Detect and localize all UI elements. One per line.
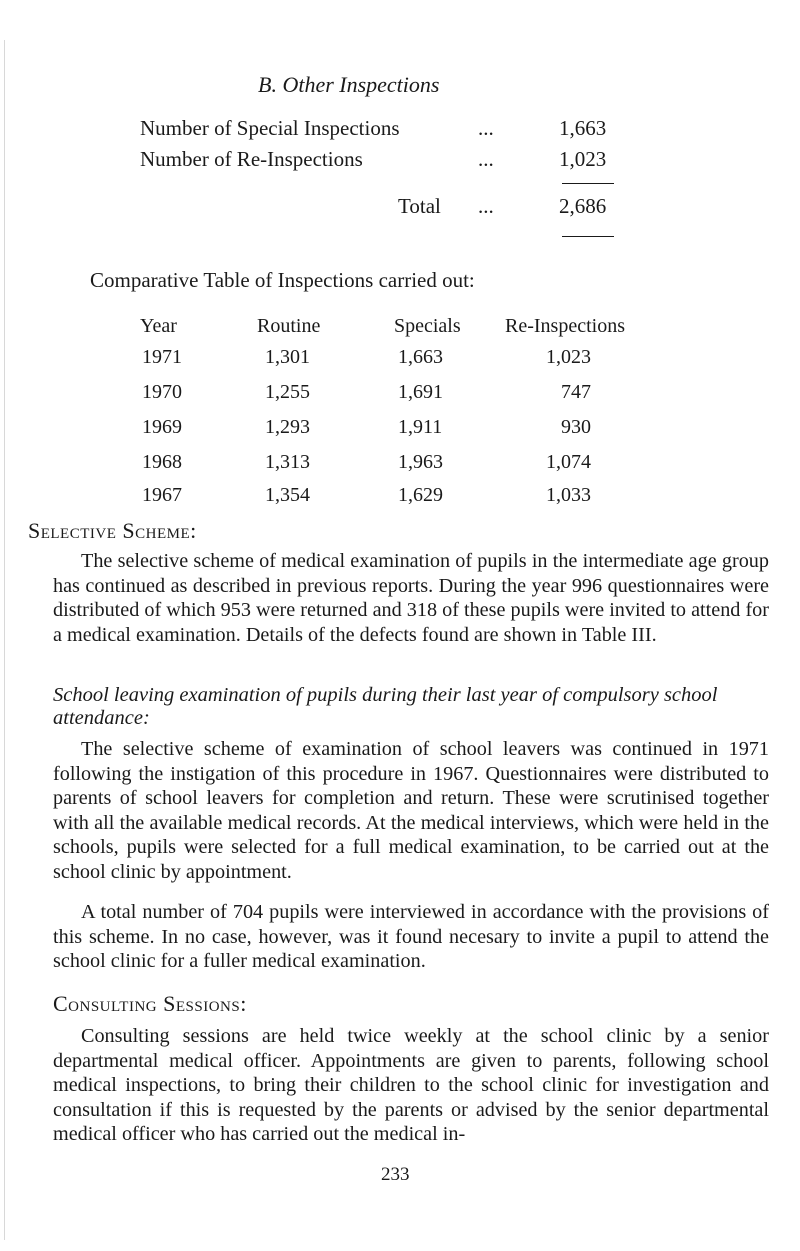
- table-cell-reinspections: 747: [561, 381, 591, 403]
- total-value: 2,686: [559, 194, 607, 218]
- consulting-sessions-text: Consulting sessions are held twice weekly at the school clinic by a senior departmental medical officer. Appointments are given to parents, following school medical inspections, to bring their children to the school clinic for investigation and consultation if this is requested by the parents or advised by the senior departmental medical officer who has carried out the medical in-: [53, 1025, 769, 1145]
- consulting-sessions-paragraph: [53, 1024, 769, 1147]
- column-header-routine: Routine: [257, 315, 321, 337]
- reinspections-value: 1,023: [559, 147, 607, 171]
- reinspections-dots: ...: [478, 147, 494, 171]
- selective-scheme-heading: Selective Scheme:: [28, 518, 197, 543]
- table-cell-routine: 1,313: [265, 451, 310, 473]
- subtotal-rule: [562, 183, 614, 184]
- table-cell-reinspections: 930: [561, 416, 591, 438]
- table-cell-reinspections: 1,033: [546, 484, 591, 506]
- selective-scheme-text: The selective scheme of medical examination of pupils in the intermediate age group has continued as described in previous reports. During the year 996 questionnaires were distributed of which 953 were returned and 318 of these pupils were invited to attend for a medical examination. Details of the defects found are shown in Table III.: [53, 550, 769, 646]
- consulting-sessions-heading: Consulting Sessions:: [53, 991, 247, 1016]
- column-header-year: Year: [140, 315, 177, 337]
- table-cell-routine: 1,255: [265, 381, 310, 403]
- special-inspections-dots: ...: [478, 116, 494, 140]
- table-cell-specials: 1,663: [398, 346, 443, 368]
- page-edge-shadow: [4, 40, 5, 1240]
- school-leaving-text-1: The selective scheme of examination of school leavers was continued in 1971 following the instigation of this procedure in 1967. Questionnaires were distributed to parents of school leavers for completion and return. These were scrutinised together with all the available medical records. At the medical interviews, which were held in the schools, pupils were selected for a full medical examination, to be carried out at the school clinic by appointment.: [53, 738, 769, 883]
- special-inspections-value: 1,663: [559, 116, 607, 140]
- page-number: 233: [381, 1164, 410, 1185]
- total-label: Total: [398, 194, 441, 218]
- table-cell-routine: 1,301: [265, 346, 310, 368]
- comparative-table-title: Comparative Table of Inspections carried out:: [90, 268, 475, 292]
- reinspections-label: Number of Re-Inspections: [140, 147, 363, 171]
- table-cell-specials: 1,911: [398, 416, 443, 438]
- column-header-reinspections: Re-Inspections: [505, 315, 625, 337]
- selective-scheme-paragraph: [53, 549, 769, 647]
- table-cell-year: 1967: [142, 484, 182, 506]
- school-leaving-paragraph-2: [53, 900, 769, 974]
- table-cell-year: 1969: [142, 416, 182, 438]
- table-cell-year: 1971: [142, 346, 182, 368]
- school-leaving-heading: School leaving examination of pupils during their last year of compulsory school attendance:: [53, 684, 718, 729]
- table-cell-year: 1968: [142, 451, 182, 473]
- table-cell-routine: 1,354: [265, 484, 310, 506]
- section-heading-other-inspections: B. Other Inspections: [258, 72, 440, 97]
- table-cell-specials: 1,629: [398, 484, 443, 506]
- table-cell-reinspections: 1,023: [546, 346, 591, 368]
- table-cell-reinspections: 1,074: [546, 451, 591, 473]
- school-leaving-paragraph-1: [53, 737, 769, 884]
- table-cell-specials: 1,691: [398, 381, 443, 403]
- special-inspections-label: Number of Special Inspections: [140, 116, 400, 140]
- total-dots: ...: [478, 194, 494, 218]
- school-leaving-text-2: A total number of 704 pupils were interviewed in accordance with the provisions of this scheme. In no case, however, was it found necesary to invite a pupil to attend the school clinic for a fuller medical examination.: [53, 901, 769, 972]
- table-cell-year: 1970: [142, 381, 182, 403]
- table-cell-routine: 1,293: [265, 416, 310, 438]
- total-rule: [562, 236, 614, 237]
- table-cell-specials: 1,963: [398, 451, 443, 473]
- column-header-specials: Specials: [394, 315, 461, 337]
